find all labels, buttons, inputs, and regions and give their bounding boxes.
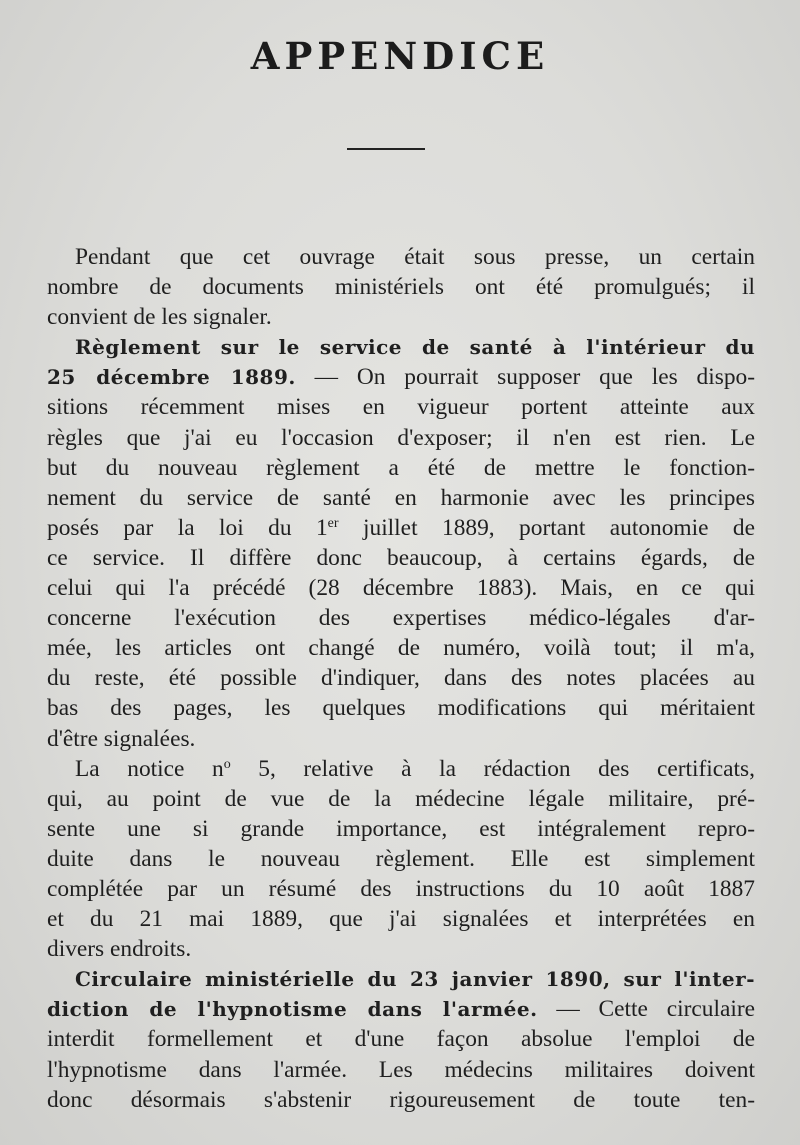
text-run: posés par la loi du 1 — [47, 514, 328, 541]
text-line — [47, 754, 755, 784]
section-heading: Règlement sur le service de santé à l'intérieur du — [75, 335, 755, 360]
text-line — [47, 994, 755, 1024]
text-line — [47, 964, 755, 994]
text-line: sitions récemment mises en vigueur portent atteinte aux — [47, 394, 755, 421]
text-run: juillet 1889, portant autonomie de — [338, 514, 755, 541]
text-line: Pendant que cet ouvrage était sous presse, un certain — [75, 244, 755, 270]
text-run: — On pourrait supposer que les dispo- — [295, 364, 755, 391]
text-line — [47, 513, 755, 543]
text-line: divers endroits. — [47, 936, 192, 963]
page-title: APPENDICE — [250, 34, 550, 78]
text-line: l'hypnotisme dans l'armée. Les médecins militaires doivent — [47, 1056, 755, 1083]
text-line: concerne l'exécution des expertises médico-légales d'ar- — [47, 605, 755, 632]
text-line: règles que j'ai eu l'occasion d'exposer; il n'en est rien. Le — [47, 424, 755, 451]
body-text — [47, 242, 755, 1115]
superscript: er — [327, 515, 339, 531]
text-run: — Cette circulaire — [537, 996, 755, 1023]
text-run: La notice n — [75, 755, 224, 782]
text-line: convient de les signaler. — [47, 304, 272, 331]
text-line: nombre de documents ministériels ont été promulgués; il — [47, 274, 755, 301]
text-line: celui qui l'a précédé (28 décembre 1883). Mais, en ce qui — [47, 575, 755, 602]
text-line: donc désormais s'abstenir rigoureusement de toute ten- — [47, 1086, 755, 1113]
text-line: du reste, été possible d'indiquer, dans des notes placées au — [47, 665, 755, 692]
text-line: mée, les articles ont changé de numéro, voilà tout; il m'a, — [47, 635, 755, 662]
text-line: duite dans le nouveau règlement. Elle est simplement — [47, 845, 755, 872]
text-line: nement du service de santé en harmonie avec les principes — [47, 484, 755, 511]
text-line: d'être signalées. — [47, 725, 196, 752]
text-line — [47, 332, 755, 362]
section-heading: Circulaire ministérielle du 23 janvier 1890, sur l'inter- — [75, 967, 755, 992]
text-run: 5, relative à la rédaction des certificats, — [230, 755, 755, 782]
text-line: qui, au point de vue de la médecine légale militaire, pré- — [47, 785, 755, 812]
title-rule — [347, 148, 425, 150]
text-line: sente une si grande importance, est intégralement repro- — [47, 815, 755, 842]
text-line: ce service. Il diffère donc beaucoup, à certains égards, de — [47, 544, 755, 571]
section-heading: diction de l'hypnotisme dans l'armée. — [47, 997, 538, 1022]
text-line: et du 21 mai 1889, que j'ai signalées et interprétées en — [47, 906, 755, 933]
text-line: complétée par un résumé des instructions du 10 août 1887 — [47, 875, 755, 902]
text-line: interdit formellement et d'une façon absolue l'emploi de — [47, 1026, 755, 1053]
text-line — [47, 362, 755, 392]
text-line: bas des pages, les quelques modifications qui méritaient — [47, 695, 755, 722]
section-heading: 25 décembre 1889. — [47, 365, 296, 390]
text-line: but du nouveau règlement a été de mettre le fonction- — [47, 454, 755, 481]
superscript: o — [223, 756, 231, 772]
